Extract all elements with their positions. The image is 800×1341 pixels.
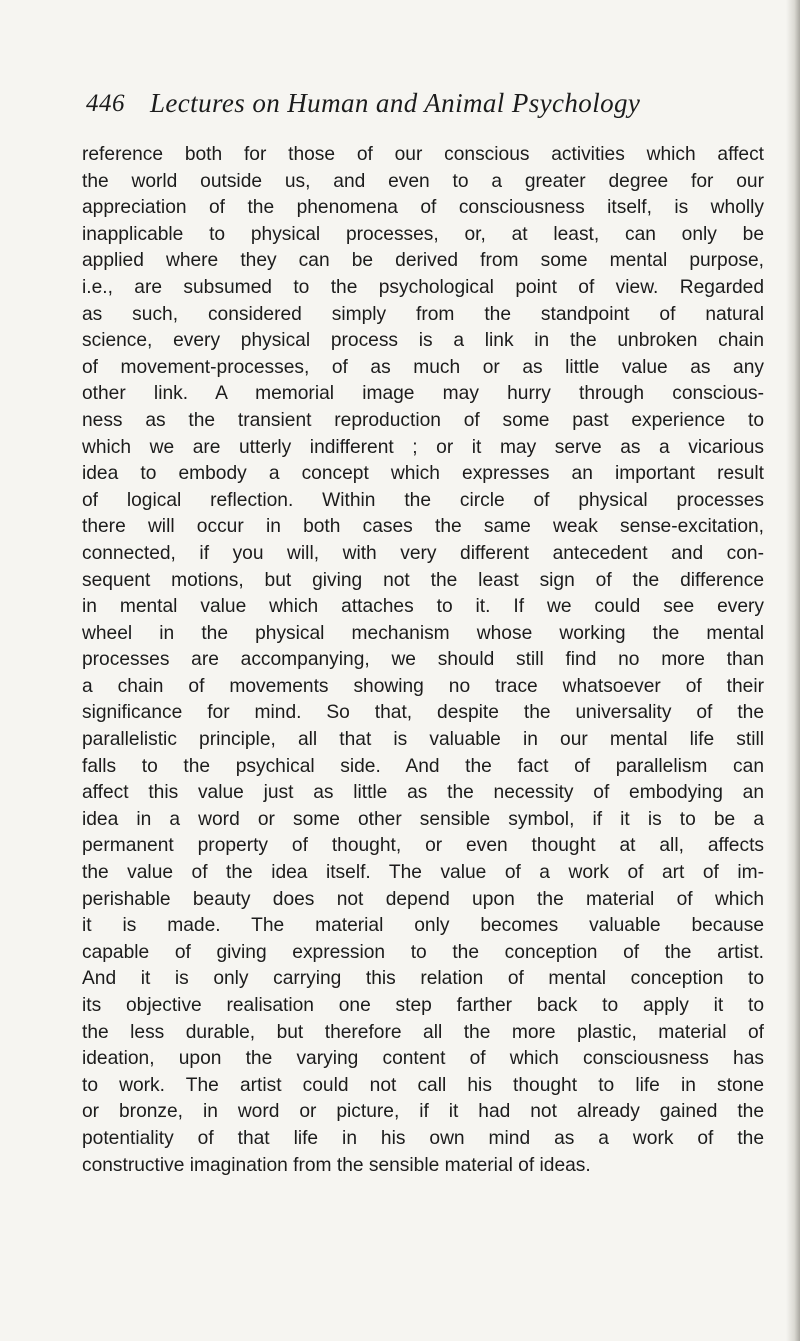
text-line: its objective realisation one step farther back to apply it to — [82, 995, 764, 1016]
text-line: inapplicable to physical processes, or, at least, can only be — [82, 223, 764, 245]
text-line: a chain of movements showing no trace whatsoever of their — [82, 675, 764, 697]
body-text — [82, 142, 764, 1179]
text-line: to work. The artist could not call his thought to life in stone — [82, 1074, 764, 1096]
text-line: potentiality of that life in his own mind as a work of the — [82, 1127, 764, 1149]
running-head: Lectures on Human and Animal Psychology — [150, 88, 641, 118]
page-header — [86, 88, 746, 128]
text-line: capable of giving expression to the conception of the artist. — [82, 941, 764, 963]
text-line: wheel in the physical mechanism whose working the mental — [82, 622, 764, 644]
text-line: appreciation of the phenomena of consciousness itself, is wholly — [82, 197, 764, 219]
text-line: permanent property of thought, or even thought at all, affects — [82, 835, 764, 857]
text-line: science, every physical process is a link in the unbroken chain — [82, 330, 764, 352]
text-line: in mental value which attaches to it. If we could see every — [82, 596, 764, 618]
text-line: applied where they can be derived from some mental purpose, — [82, 250, 764, 272]
text-line: ideation, upon the varying content of which consciousness has — [82, 1048, 764, 1070]
text-line: parallelistic principle, all that is valuable in our mental life still — [82, 729, 764, 751]
text-line: constructive imagination from the sensible material of ideas. — [82, 1154, 591, 1176]
text-line: connected, if you will, with very different antecedent and con- — [82, 542, 764, 564]
text-line: the world outside us, and even to a greater degree for our — [82, 170, 764, 192]
text-line: reference both for those of our conscious activities which affect — [82, 144, 764, 165]
text-line: idea in a word or some other sensible symbol, if it is to be a — [82, 808, 764, 830]
text-line: significance for mind. So that, despite the universality of the — [82, 702, 764, 724]
text-line: of logical reflection. Within the circle of physical processes — [82, 489, 764, 511]
text-line: the value of the idea itself. The value of a work of art of im- — [82, 862, 764, 884]
text-line: there will occur in both cases the same weak sense-excitation, — [82, 516, 764, 538]
text-line: processes are accompanying, we should still find no more than — [82, 649, 764, 671]
text-line: affect this value just as little as the necessity of embodying an — [82, 782, 764, 804]
text-line: which we are utterly indifferent ; or it may serve as a vicarious — [82, 436, 764, 458]
page-edge-shadow — [786, 0, 800, 1341]
text-line: the less durable, but therefore all the more plastic, material of — [82, 1021, 764, 1043]
text-line: perishable beauty does not depend upon the material of which — [82, 888, 764, 910]
text-line: falls to the psychical side. And the fact of parallelism can — [82, 755, 764, 777]
text-line: ness as the transient reproduction of some past experience to — [82, 409, 764, 431]
text-line: i.e., are subsumed to the psychological point of view. Regarded — [82, 276, 764, 298]
text-line: other link. A memorial image may hurry through conscious- — [82, 383, 764, 405]
text-line: as such, considered simply from the standpoint of natural — [82, 303, 764, 325]
page-number: 446 — [86, 90, 125, 117]
text-line: it is made. The material only becomes valuable because — [82, 915, 764, 937]
text-line: of movement-processes, of as much or as little value as any — [82, 356, 764, 378]
text-line: or bronze, in word or picture, if it had not already gained the — [82, 1101, 764, 1123]
text-line: And it is only carrying this relation of mental conception to — [82, 968, 764, 990]
text-line: idea to embody a concept which expresses an important result — [82, 463, 764, 485]
text-line: sequent motions, but giving not the least sign of the difference — [82, 569, 764, 591]
